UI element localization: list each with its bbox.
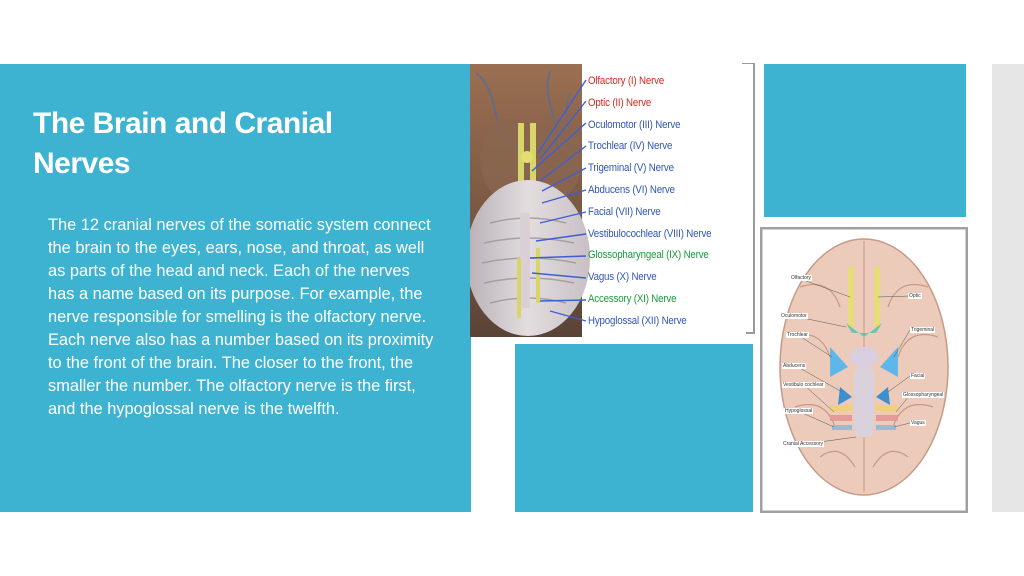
diagram-label-olfactory: Olfactory <box>791 275 812 281</box>
diagram-label-abducens: Abducens <box>783 363 806 369</box>
diagram-label-trochlear: Trochlear <box>787 332 808 338</box>
label-facial: Facial (VII) Nerve <box>588 205 661 218</box>
diagram-label-trigeminal: Trigeminal <box>911 327 935 333</box>
label-hypoglossal: Hypoglossal (XII) Nerve <box>588 314 687 327</box>
brain-photo-figure <box>470 63 756 337</box>
nerve-label-list <box>588 71 731 333</box>
diagram-label-vagus: Vagus <box>911 420 925 426</box>
brain-diagram-figure <box>760 227 968 513</box>
diagram-label-glossopharyngeal: Glossopharyngeal <box>903 392 944 398</box>
decorative-blue-box-top <box>764 64 966 217</box>
label-trochlear: Trochlear (IV) Nerve <box>588 140 673 153</box>
brain-diagram-image <box>760 227 968 513</box>
label-trigeminal: Trigeminal (V) Nerve <box>588 162 674 175</box>
slide-title: The Brain and Cranial Nerves <box>33 107 333 180</box>
label-glossopharyngeal: Glossopharyngeal (IX) Nerve <box>588 249 709 262</box>
label-vagus: Vagus (X) Nerve <box>588 271 657 284</box>
slide-body-text: The 12 cranial nerves of the somatic system connect the brain to the eyes, ears, nose, and throat, as well as parts of the head and neck. Each of the nerves has a name based on its purpose. For example, the nerve responsible for smelling is the olfactory nerve. Each nerve also has a number based on its proximity to the front of the brain. The closer to the front, the smaller the number. The olfactory nerve is the first, and the hypoglossal nerve is the twelfth. <box>48 216 434 418</box>
diagram-label-facial: Facial <box>911 373 925 379</box>
diagram-label-optic: Optic <box>909 293 921 299</box>
decorative-blue-box-bottom <box>515 344 753 512</box>
label-oculomotor: Oculomotor (III) Nerve <box>588 118 681 131</box>
diagram-label-cranial-accessory: Cranial Accessory <box>783 441 824 447</box>
decorative-gray-strip <box>992 64 1024 512</box>
label-vestibulocochlear: Vestibulocochlear (VIII) Nerve <box>588 227 712 240</box>
diagram-label-hypoglossal: Hypoglossal <box>785 408 813 414</box>
diagram-label-vestibulocochlear: Vestibulo cochlear <box>783 382 824 388</box>
label-olfactory: Olfactory (I) Nerve <box>588 75 665 87</box>
label-accessory: Accessory (XI) Nerve <box>588 292 677 305</box>
label-abducens: Abducens (VI) Nerve <box>588 183 675 196</box>
label-optic: Optic (II) Nerve <box>588 96 652 109</box>
diagram-label-oculomotor: Oculomotor <box>781 313 807 319</box>
